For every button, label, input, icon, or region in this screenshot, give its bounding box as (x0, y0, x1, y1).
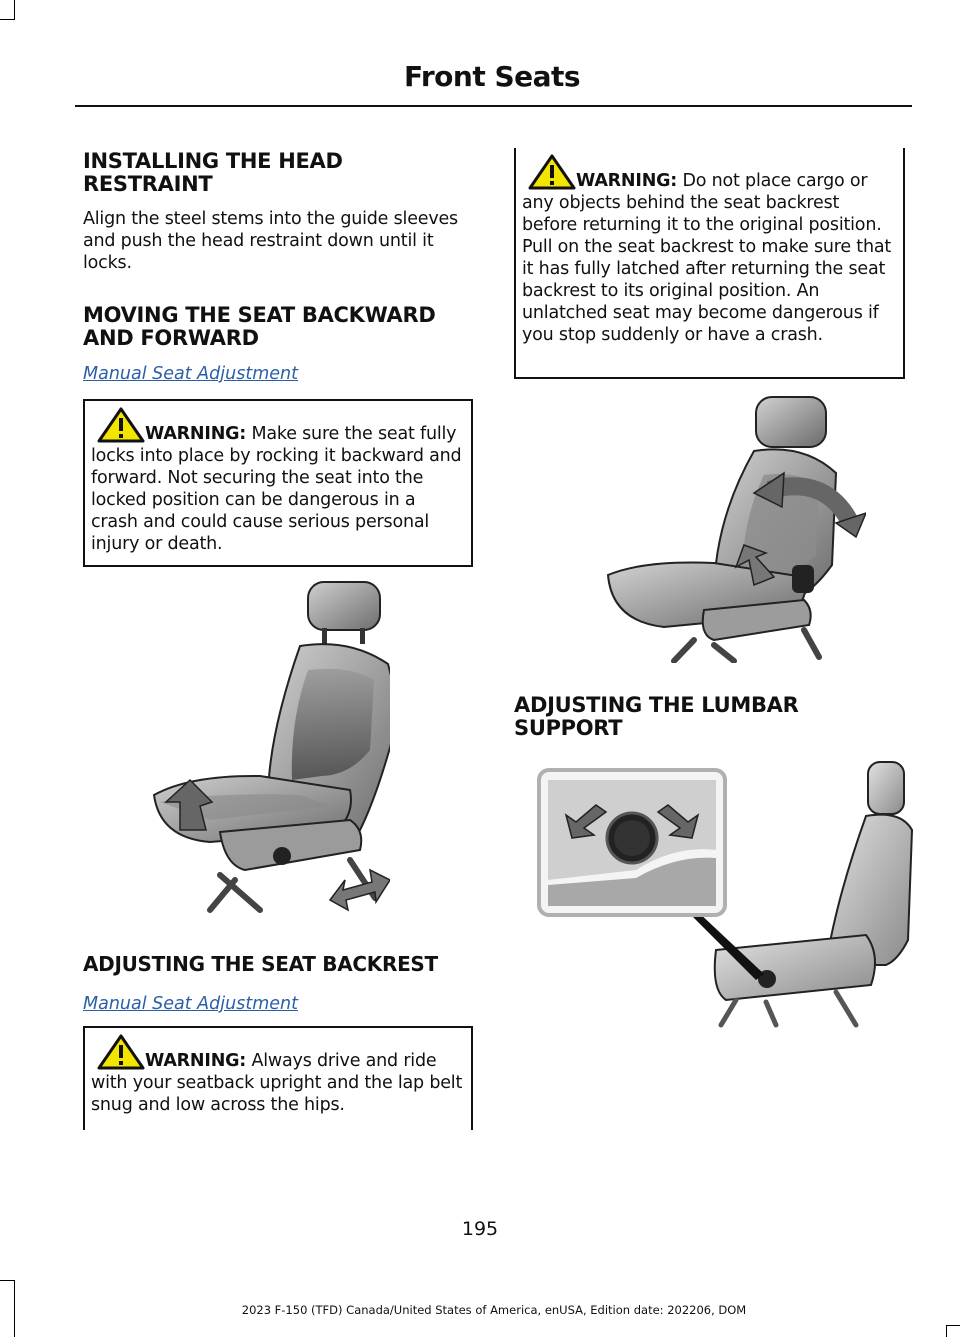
section-heading: INSTALLING THE HEAD RESTRAINT (83, 149, 343, 196)
warning-box (83, 1026, 473, 1130)
warning-label: WARNING: (576, 171, 678, 191)
header-divider (75, 105, 912, 107)
backrest-section (83, 953, 473, 1014)
warning-triangle-icon (97, 1034, 145, 1070)
manual-seat-adjustment-link[interactable]: Manual Seat Adjustment (83, 994, 298, 1014)
section-heading: ADJUSTING THE SEAT BACKREST (83, 952, 438, 976)
warning-box (83, 399, 473, 567)
manual-seat-adjustment-link[interactable]: Manual Seat Adjustment (83, 364, 298, 384)
page-number: 195 (461, 1218, 499, 1240)
crop-mark (946, 1325, 947, 1337)
crop-mark (14, 0, 15, 20)
installing-section (83, 150, 473, 274)
crop-mark (0, 1280, 15, 1281)
moving-section (83, 304, 473, 384)
warning-text: Do not place cargo or any objects behind the seat backrest before returning it to the original position. Pull on the seat backrest to make sure that it has fully latched after returning the seat backrest to its original position. An unlatched seat may become dangerous if you stop suddenly or have a crash. (522, 171, 892, 345)
warning-label: WARNING: (145, 1051, 247, 1071)
crop-mark (0, 19, 15, 20)
seat-backrest-figure (604, 395, 866, 663)
section-body: Align the steel stems into the guide sleeves and push the head restraint down until it locks. (83, 209, 458, 273)
warning-box (514, 148, 905, 379)
lumbar-support-figure (536, 760, 916, 1030)
lumbar-section (514, 694, 905, 740)
warning-text: Always drive and ride with your seatback upright and the lap belt snug and low across the hips. (91, 1051, 463, 1115)
warning-triangle-icon (97, 407, 145, 443)
warning-triangle-icon (528, 154, 576, 190)
page-title: Front Seats (404, 60, 581, 93)
warning-label: WARNING: (145, 424, 247, 444)
crop-mark (946, 1325, 960, 1326)
section-heading: MOVING THE SEAT BACKWARD AND FORWARD (83, 303, 436, 350)
edition-line: 2023 F-150 (TFD) Canada/United States of America, enUSA, Edition date: 202206, DOM (241, 1303, 747, 1317)
seat-fore-aft-figure (150, 580, 390, 915)
section-heading: ADJUSTING THE LUMBAR SUPPORT (514, 693, 799, 740)
warning-text: Make sure the seat fully locks into place by rocking it backward and forward. Not securing the seat into the locked position can be dangerous in a crash and could cause serious personal injury or death. (91, 424, 462, 554)
